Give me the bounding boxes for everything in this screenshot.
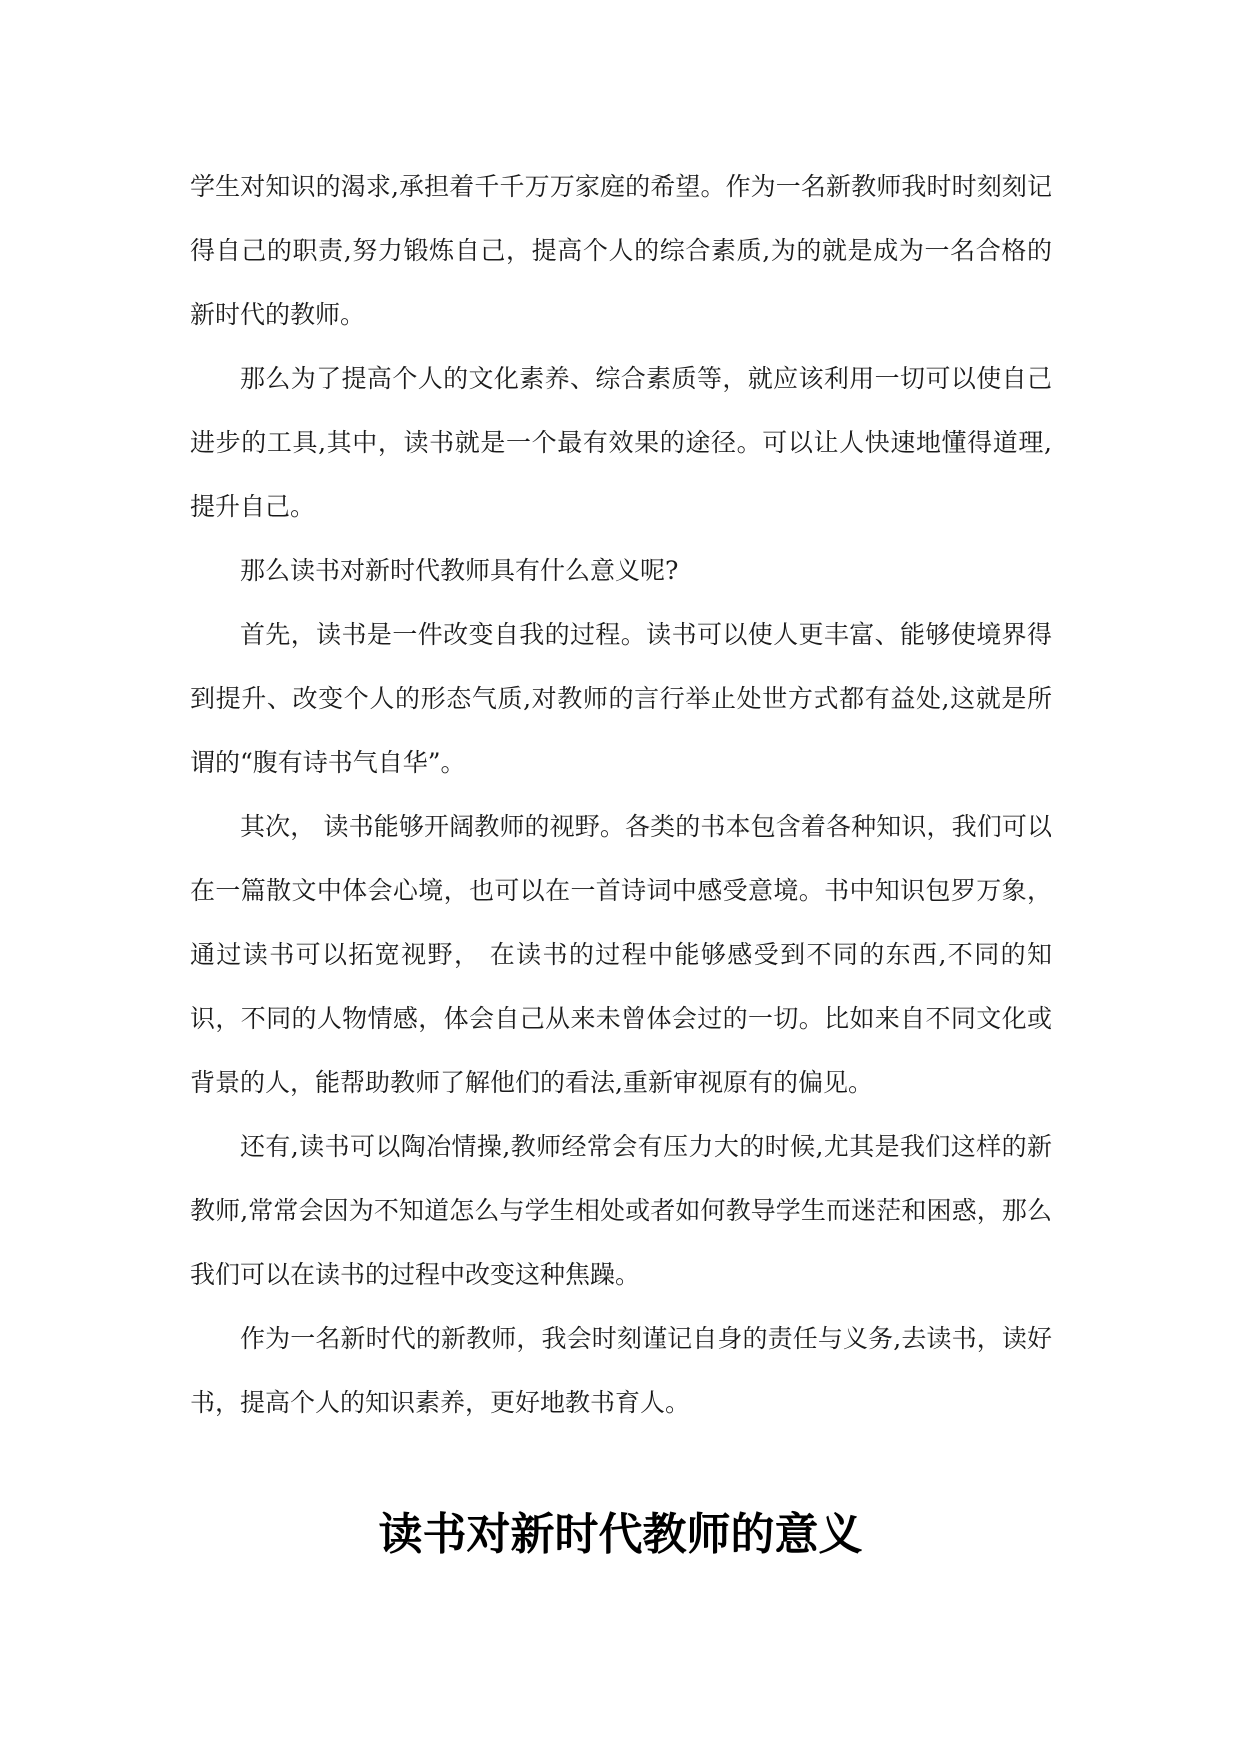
paragraph-intro-reading: 那么为了提高个人的文化素养、综合素质等，就应该利用一切可以使自己进步的工具,其中，读书就是一个最有效果的途径。可以让人快速地懂得道理,提升自己。 bbox=[190, 364, 1052, 521]
paragraph-first-point: 首先，读书是一件改变自我的过程。读书可以使人更丰富、能够使境界得到提升、改变个人的形态气质,对教师的言行举止处世方式都有益处,这就是所谓的“腹有诗书气自华”。 bbox=[190, 620, 1052, 777]
body-text bbox=[190, 155, 1052, 1435]
document-title: 读书对新时代教师的意义 bbox=[378, 1509, 863, 1560]
paragraph-conclusion: 作为一名新时代的新教师，我会时刻谨记自身的责任与义务,去读书，读好书，提高个人的知识素养，更好地教书育人。 bbox=[190, 1324, 1052, 1417]
paragraph-continuation: 学生对知识的渴求,承担着千千万万家庭的希望。作为一名新教师我时时刻刻记得自己的职责,努力锻炼自己，提高个人的综合素质,为的就是成为一名合格的新时代的教师。 bbox=[190, 172, 1052, 329]
paragraph-second-point: 其次， 读书能够开阔教师的视野。各类的书本包含着各种知识，我们可以在一篇散文中体会心境，也可以在一首诗词中感受意境。书中知识包罗万象，通过读书可以拓宽视野， 在读书的过程中能够感受到不同的东西,不同的知识，不同的人物情感，体会自己从来未曾体会过的一切。比如来自不同文化或背景的人，能帮助教师了解他们的看法,重新审视原有的偏见。 bbox=[190, 812, 1052, 1097]
paragraph-third-point: 还有,读书可以陶冶情操,教师经常会有压力大的时候,尤其是我们这样的新教师,常常会因为不知道怎么与学生相处或者如何教导学生而迷茫和困惑，那么我们可以在读书的过程中改变这种焦躁。 bbox=[190, 1132, 1052, 1289]
paragraph-question: 那么读书对新时代教师具有什么意义呢? bbox=[240, 556, 679, 585]
